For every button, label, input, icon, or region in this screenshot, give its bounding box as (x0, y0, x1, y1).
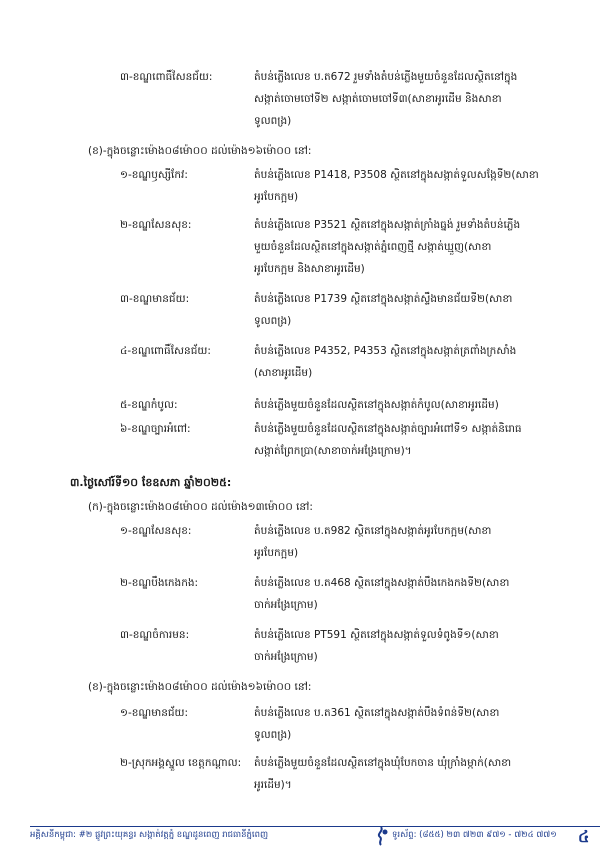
description-line: អូរបែកក្អម) (254, 191, 299, 203)
district-label: ៦-ខណ្ឌច្បារអំពៅ: (120, 423, 191, 435)
district-label: ២-ខណ្ឌបឹងកេងកង: (120, 577, 199, 589)
page-number: ៤ (578, 827, 590, 846)
description-line: តំបន់ភ្លើងលេខ P1739 ស្ថិតនៅក្នុងសង្កាត់ស្ទឹងមានជ័យទី២(សាខា (254, 293, 513, 305)
description-line: តំបន់ភ្លើងលេខ ប.ត982 ស្ថិតនៅក្នុងសង្កាត់អូរបែកក្អម(សាខា (254, 525, 492, 537)
description-line: (សាខាអូរដើម) (254, 367, 313, 379)
district-description (254, 520, 564, 564)
district-label: ២-ស្រុកអង្គស្នួល ខេត្តកណ្ដាល: (120, 757, 242, 769)
description-line: តំបន់ភ្លើងលេខ P3521 ស្ថិតនៅក្នុងសង្កាត់ក្រាំងធ្នង់ រួមទាំងតំបន់ភ្លើង (254, 219, 521, 231)
footer-phone: ទូរស័ព្ទ: (៨៥៥) ២៣ ៧២៣ ៩៧១ - ៧២៤ ៧៧១ (392, 830, 557, 840)
description-line: តំបន់ភ្លើងលេខ ប.ត672 រួមទាំងតំបន់ភ្លើងមួយចំនួនដែលស្ថិតនៅក្នុង (254, 71, 518, 83)
description-line: តំបន់ភ្លើងលេខ P1418, P3508 ស្ថិតនៅក្នុងសង្កាត់ទួលសង្កែទី២(សាខា (254, 169, 539, 181)
time-range-header: (ខ)-ក្នុងចន្លោះម៉ោង០៨ម៉ោ០០ ដល់ម៉ោង១៦ម៉ោ០០ នៅ: (88, 145, 312, 157)
description-line: សង្កាត់ព្រែកប្រា(សាខាចាក់អង្រែក្រោម)។ (254, 445, 412, 457)
time-range-header: (ខ)-ក្នុងចន្លោះម៉ោង០៨ម៉ោ០០ ដល់ម៉ោង១៦ម៉ោ០០ នៅ: (88, 681, 312, 693)
district-label: ១-ខណ្ឌសែនសុខ: (120, 525, 192, 537)
footer-divider (30, 826, 600, 827)
district-description (254, 66, 564, 132)
description-line: ចាក់អង្រែក្រោម) (254, 599, 318, 611)
description-line: មួយចំនួនដែលស្ថិតនៅក្នុងសង្កាត់ភ្នំពេញថ្មី សង្កាត់ឃ្មួញ(សាខា (254, 241, 492, 253)
description-line: អូរដើម)។ (254, 779, 292, 791)
district-label: ៣-ខណ្ឌចំការមន: (120, 629, 190, 641)
description-line: អូរបែកក្អម) (254, 547, 299, 559)
district-label: ១-ខណ្ឌឫស្សីកែវ: (120, 169, 188, 181)
district-label: ៤-ខណ្ឌពោធិ៍សែនជ័យ: (120, 345, 211, 357)
page-number-mark (576, 826, 596, 846)
district-description (254, 752, 564, 796)
district-description (254, 418, 564, 462)
description-line: សង្កាត់ចោមចៅទី២ សង្កាត់ចោមចៅទី៣(សាខាអូរដើម និងសាខា (254, 93, 502, 105)
district-description (254, 340, 564, 384)
description-line: តំបន់ភ្លើងមួយចំនួនដែលស្ថិតនៅក្នុងសង្កាត់កំបូល(សាខាអូរដើម) (254, 399, 499, 411)
footer-address: អគ្គិសនីកម្ពុជា: #២ ផ្លូវព្រះយុគន្ធរ សង្កាត់វត្តភ្នំ ខណ្ឌដូនពេញ រាជធានីភ្នំពេញ (30, 830, 269, 840)
district-description (254, 572, 564, 616)
district-description (254, 288, 564, 332)
district-label: ១-ខណ្ឌមានជ័យ: (120, 707, 189, 719)
district-label: ៣-ខណ្ឌមានជ័យ: (120, 293, 190, 305)
description-line: តំបន់ភ្លើងលេខ PT591 ស្ថិតនៅក្នុងសង្កាត់ទួលទំពូងទី១(សាខា (254, 629, 499, 641)
time-range-header: (ក)-ក្នុងចន្លោះម៉ោង០៨ម៉ោ០០ ដល់ម៉ោង១៣ម៉ោ០០ នៅ: (88, 501, 313, 513)
district-description (254, 214, 564, 280)
district-label: ៣-ខណ្ឌពោធិ៍សែនជ័យ: (120, 71, 213, 83)
district-label: ៥-ខណ្ឌកំបូល: (120, 399, 178, 411)
description-line: ទូលពង្រ) (254, 315, 292, 327)
description-line: អូរបែកក្អម និងសាខាអូរដើម) (254, 263, 365, 275)
description-line: តំបន់ភ្លើងមួយចំនួនដែលស្ថិតនៅក្នុងឃុំបែកចាន ឃុំក្រាំងម្កាក់(សាខា (254, 757, 512, 769)
district-description (254, 164, 564, 208)
district-description (254, 624, 564, 668)
description-line: តំបន់ភ្លើងមួយចំនួនដែលស្ថិតនៅក្នុងសង្កាត់ច្បារអំពៅទី១ សង្កាត់និរោធ (254, 423, 522, 435)
description-line: តំបន់ភ្លើងលេខ ប.ត468 ស្ថិតនៅក្នុងសង្កាត់បឹងកេងកងទី២(សាខា (254, 577, 510, 589)
district-label: ២-ខណ្ឌសែនសុខ: (120, 219, 192, 231)
description-line: ទូលពង្រ) (254, 115, 292, 127)
description-line: ទូលពង្រ) (254, 729, 292, 741)
description-line: ចាក់អង្រែក្រោម) (254, 651, 318, 663)
description-line: តំបន់ភ្លើងលេខ ប.ត361 ស្ថិតនៅក្នុងសង្កាត់បឹងទំពន់ទី២(សាខា (254, 707, 500, 719)
district-description (254, 702, 564, 746)
date-header: ៣.ថ្ងៃសៅរ៍ទី១០ ខែឧសភា ឆ្នាំ២០២៥: (70, 476, 232, 489)
district-description (254, 394, 564, 416)
edc-logo-icon (372, 826, 390, 846)
description-line: តំបន់ភ្លើងលេខ P4352, P4353 ស្ថិតនៅក្នុងសង្កាត់ត្រពាំងក្រសាំង (254, 345, 517, 357)
